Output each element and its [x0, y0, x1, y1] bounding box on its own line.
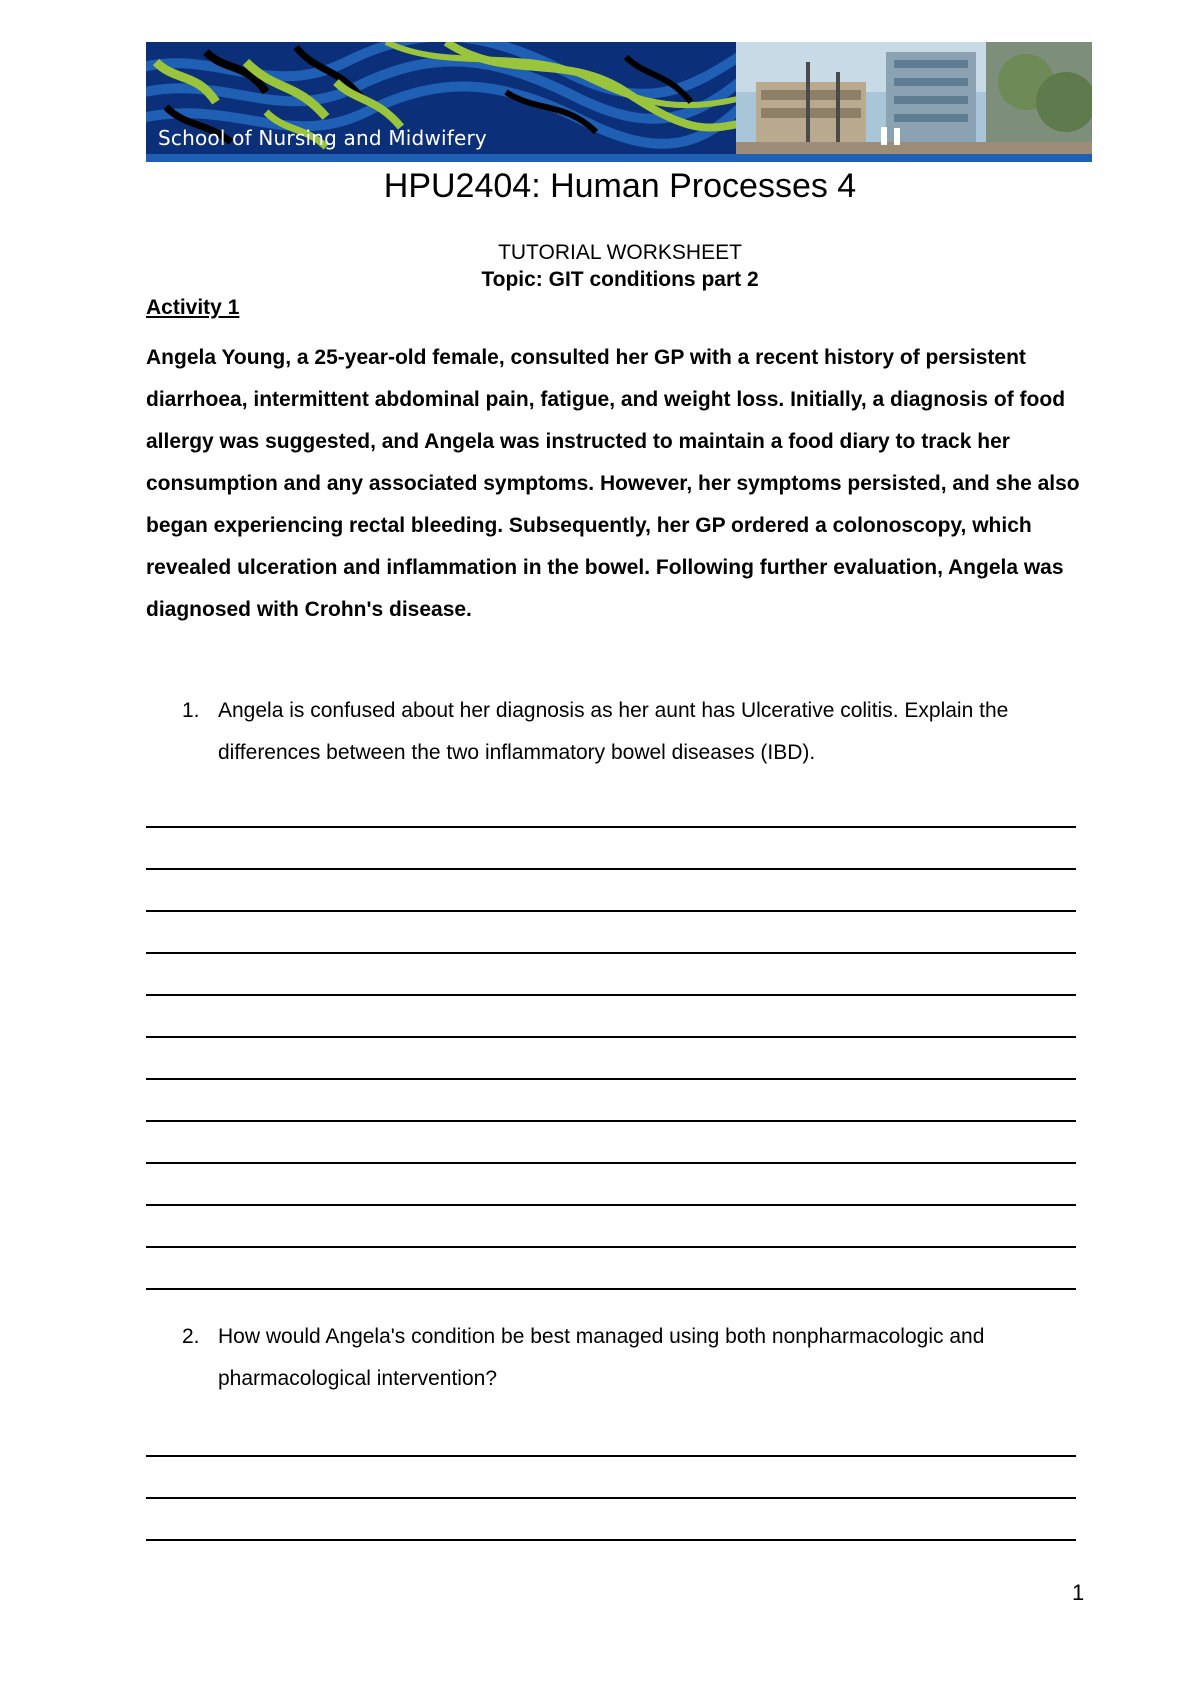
case-scenario: Angela Young, a 25-year-old female, consulted her GP with a recent history of persistent diarrhoea, intermittent abdominal pain, fatigue, and weight loss. Initially, a diagnosis of food allergy was suggested, and Angela was instructed to maintain a food diary to track her consumption and any associated symptoms. However, her symptoms persisted, and she also began experiencing rectal bleeding. Subsequently, her GP ordered a colonoscopy, which revealed ulceration and inflammation in the bowel. Following further evaluation, Angela was diagnosed with Crohn's disease. [146, 346, 1080, 621]
worksheet-topic: Topic: GIT conditions part 2 [481, 268, 759, 291]
answer-line[interactable] [146, 1455, 1076, 1457]
answer-line[interactable] [146, 868, 1076, 870]
worksheet-heading: TUTORIAL WORKSHEET [498, 241, 742, 264]
answer-line[interactable] [146, 1539, 1076, 1541]
answer-line[interactable] [146, 1288, 1076, 1290]
page-number: 1 [1072, 1580, 1085, 1605]
answer-line[interactable] [146, 1204, 1076, 1206]
question-text: How would Angela's condition be best managed using both nonpharmacologic and pharmacological intervention? [218, 1325, 985, 1390]
banner-bottom-stripe [146, 154, 1092, 162]
answer-line[interactable] [146, 1246, 1076, 1248]
answer-line[interactable] [146, 1162, 1076, 1164]
answer-line[interactable] [146, 910, 1076, 912]
answer-line[interactable] [146, 952, 1076, 954]
activity-label: Activity 1 [146, 296, 240, 319]
answer-line[interactable] [146, 826, 1076, 828]
answer-line[interactable] [146, 1036, 1076, 1038]
question-1 [146, 690, 1086, 774]
answer-line[interactable] [146, 1078, 1076, 1080]
question-number: 2. [182, 1325, 200, 1348]
course-title: HPU2404: Human Processes 4 [383, 167, 857, 205]
answer-line[interactable] [146, 1497, 1076, 1499]
header-banner [146, 42, 1092, 162]
question-2 [146, 1316, 1086, 1400]
answer-line[interactable] [146, 1120, 1076, 1122]
campus-photo [736, 42, 1092, 162]
banner-caption: School of Nursing and Midwifery [158, 126, 487, 150]
question-text: Angela is confused about her diagnosis as her aunt has Ulcerative colitis. Explain the differences between the two inflammatory bowel diseases (IBD). [218, 699, 1009, 764]
answer-line[interactable] [146, 994, 1076, 996]
question-number: 1. [182, 699, 200, 722]
